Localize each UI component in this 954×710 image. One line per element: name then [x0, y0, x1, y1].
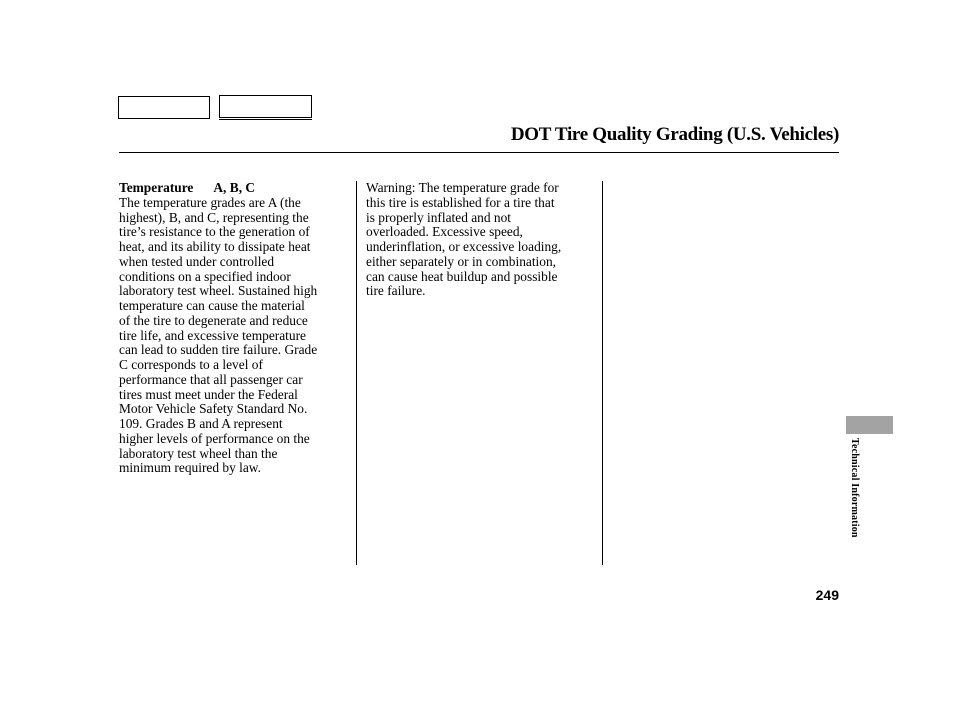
body-line: tires must meet under the Federal [119, 386, 298, 402]
body-line: temperature can cause the material [119, 298, 305, 313]
warning-line: underinflation, or excessive loading, [366, 239, 562, 254]
warning-line: tire failure. [366, 283, 426, 299]
body-line: of the tire to degenerate and reduce [119, 312, 308, 328]
nav-button-next[interactable] [219, 95, 312, 118]
column-divider [602, 181, 603, 565]
warning-line: Warning: The temperature grade for [366, 180, 559, 195]
body-line: when tested under controlled [119, 253, 275, 269]
body-line: conditions on a specified indoor [119, 268, 291, 284]
body-line: highest), B, and C, representing the [119, 209, 309, 225]
body-line: The temperature grades are A (the [119, 194, 301, 210]
body-line: can lead to sudden tire failure. Grade [119, 342, 318, 358]
body-line: tire’s resistance to the generation of [119, 224, 310, 240]
warning-line: is properly inflated and not [366, 209, 512, 225]
column-divider [356, 181, 357, 565]
column-left [119, 181, 351, 476]
column-middle [366, 181, 598, 299]
heading-grades: A, B, C [213, 180, 256, 195]
body-line: heat, and its ability to dissipate heat [119, 239, 311, 254]
warning-line: can cause heat buildup and possible [366, 268, 558, 284]
body-line: laboratory test wheel than the [119, 445, 278, 461]
body-line: Motor Vehicle Safety Standard No. [119, 401, 308, 417]
page-title: DOT Tire Quality Grading (U.S. Vehicles) [510, 124, 839, 145]
body-line: minimum required by law. [119, 460, 261, 476]
warning-line: overloaded. Excessive speed, [366, 224, 523, 240]
body-line: C corresponds to a level of [119, 357, 263, 372]
warning-line: either separately or in combination, [366, 253, 557, 269]
title-divider [119, 152, 839, 153]
body-line: 109. Grades B and A represent [119, 416, 283, 431]
section-tab-label: Technical Information [849, 438, 860, 538]
warning-line: this tire is established for a tire that [366, 194, 555, 210]
body-line: laboratory test wheel. Sustained high [119, 283, 318, 299]
nav-button-previous[interactable] [118, 96, 210, 119]
page-number: 249 [815, 587, 839, 603]
body-line: higher levels of performance on the [119, 430, 310, 446]
section-heading [119, 181, 351, 196]
heading-term: Temperature [119, 180, 194, 195]
section-tab[interactable] [846, 416, 893, 434]
body-line: tire life, and excessive temperature [119, 327, 307, 343]
body-line: performance that all passenger car [119, 371, 303, 387]
